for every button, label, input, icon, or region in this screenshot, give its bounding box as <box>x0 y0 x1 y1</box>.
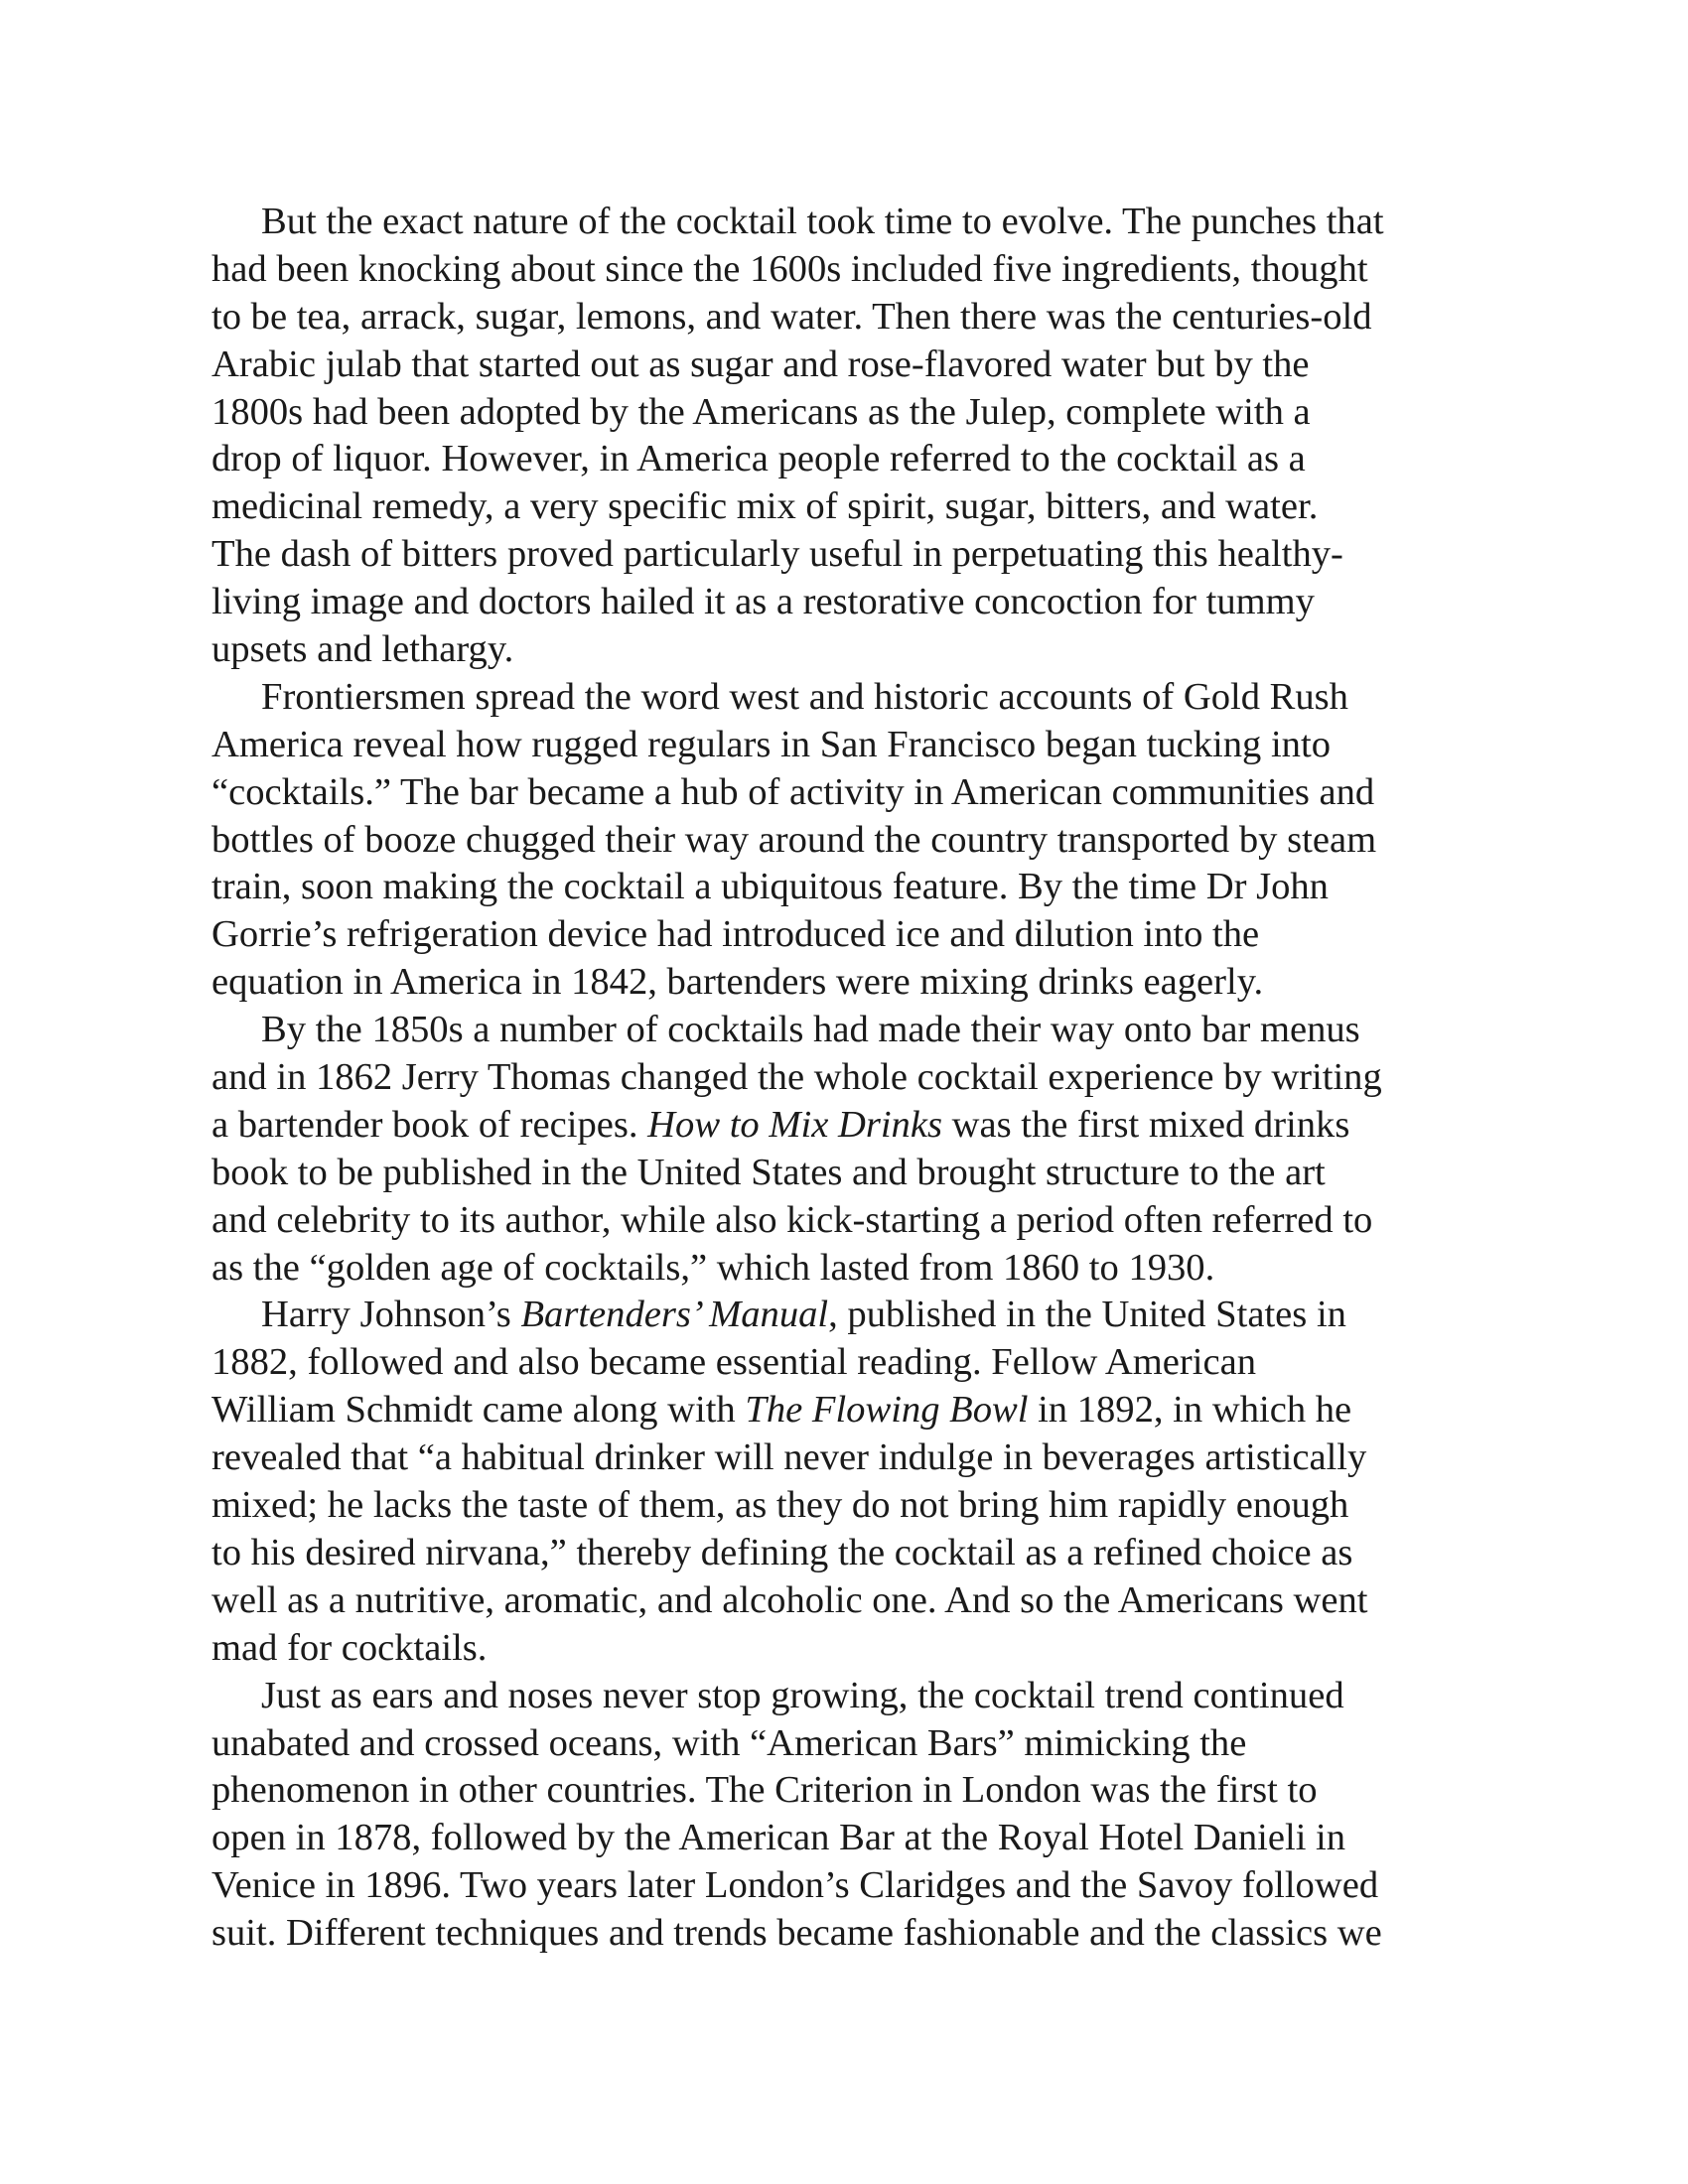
text-segment: medicinal remedy, a very specific mix of spirit, sugar, bitters, and water. <box>211 485 1319 528</box>
text-segment: William Schmidt came along with <box>211 1389 746 1432</box>
text-segment: equation in America in 1842, bartenders were mixing drinks eagerly. <box>211 961 1264 1004</box>
text-segment: unabated and crossed oceans, with “American Bars” mimicking the <box>211 1721 1247 1764</box>
text-line <box>211 1197 1480 1245</box>
paragraph <box>211 1673 1480 1958</box>
text-line <box>211 1102 1480 1150</box>
text-line <box>211 199 1480 246</box>
text-line <box>211 1815 1480 1862</box>
text-segment: open in 1878, followed by the American Bar at the Royal Hotel Danieli in <box>211 1817 1346 1859</box>
text-segment: mixed; he lacks the taste of them, as they do not bring him rapidly enough <box>211 1484 1349 1527</box>
text-segment: drop of liquor. However, in America people referred to the cocktail as a <box>211 438 1306 480</box>
text-line <box>211 911 1480 959</box>
text-line <box>211 722 1480 769</box>
text-line <box>211 579 1480 626</box>
text-line <box>211 1434 1480 1482</box>
text-line <box>211 1054 1480 1102</box>
body-text <box>211 199 1480 1958</box>
text-line <box>211 1767 1480 1815</box>
text-line <box>211 1720 1480 1768</box>
text-segment: The dash of bitters proved particularly useful in perpetuating this healthy- <box>211 533 1343 576</box>
text-segment: Frontiersmen spread the word west and historic accounts of Gold Rush <box>261 675 1348 718</box>
text-line <box>211 1245 1480 1293</box>
text-segment: to be tea, arrack, sugar, lemons, and water. Then there was the centuries-old <box>211 295 1372 338</box>
text-line <box>211 769 1480 817</box>
text-segment: and celebrity to its author, while also kick-starting a period often referred to <box>211 1198 1373 1241</box>
text-segment: phenomenon in other countries. The Criterion in London was the first to <box>211 1769 1318 1812</box>
text-segment: a bartender book of recipes. <box>211 1103 648 1146</box>
text-segment: in 1892, in which he <box>1028 1389 1352 1432</box>
text-segment: train, soon making the cocktail a ubiquitous feature. By the time Dr John <box>211 866 1329 908</box>
text-line <box>211 1530 1480 1577</box>
text-segment: book to be published in the United States and brought structure to the art <box>211 1151 1326 1193</box>
text-line <box>211 1910 1480 1958</box>
text-segment: living image and doctors hailed it as a restorative concoction for tummy <box>211 581 1315 623</box>
text-line <box>211 436 1480 483</box>
text-line <box>211 1387 1480 1434</box>
paragraph <box>211 674 1480 1007</box>
text-segment: America reveal how rugged regulars in San Francisco began tucking into <box>211 723 1331 765</box>
text-segment: Arabic julab that started out as sugar and rose-flavored water but by the <box>211 342 1310 385</box>
text-line <box>211 817 1480 865</box>
text-segment: upsets and lethargy. <box>211 628 514 671</box>
text-segment: revealed that “a habitual drinker will never indulge in beverages artistically <box>211 1436 1367 1479</box>
text-segment: Venice in 1896. Two years later London’s Claridges and the Savoy followed <box>211 1864 1379 1907</box>
text-segment: 1882, followed and also became essential reading. Fellow American <box>211 1341 1257 1384</box>
book-title: How to Mix Drinks <box>647 1103 942 1146</box>
paragraph <box>211 1292 1480 1672</box>
text-line <box>211 246 1480 294</box>
text-segment: had been knocking about since the 1600s included five ingredients, thought <box>211 247 1368 290</box>
text-segment: bottles of booze chugged their way around the country transported by steam <box>211 818 1377 861</box>
text-line <box>211 1577 1480 1625</box>
text-segment: 1800s had been adopted by the Americans as the Julep, complete with a <box>211 390 1311 433</box>
book-title: The Flowing Bowl <box>745 1389 1029 1432</box>
text-line <box>211 1150 1480 1197</box>
paragraph <box>211 1007 1480 1292</box>
text-line <box>211 1339 1480 1387</box>
paragraph <box>211 199 1480 674</box>
text-line <box>211 626 1480 674</box>
text-segment: was the first mixed drinks <box>942 1103 1350 1146</box>
text-segment: to his desired nirvana,” thereby defining the cocktail as a refined choice as <box>211 1531 1353 1573</box>
text-line <box>211 1862 1480 1910</box>
text-line <box>211 531 1480 579</box>
text-segment: Gorrie’s refrigeration device had introduced ice and dilution into the <box>211 913 1260 956</box>
text-segment: suit. Different techniques and trends became fashionable and the classics we <box>211 1912 1382 1955</box>
text-line <box>211 294 1480 341</box>
text-segment: But the exact nature of the cocktail took time to evolve. The punches that <box>261 201 1384 242</box>
text-segment: well as a nutritive, aromatic, and alcoholic one. And so the Americans went <box>211 1578 1368 1621</box>
text-segment: Harry Johnson’s <box>261 1294 521 1336</box>
text-line <box>211 864 1480 911</box>
text-line <box>211 1625 1480 1673</box>
text-line <box>211 1007 1480 1054</box>
book-title: Bartenders’ Manual <box>520 1294 829 1336</box>
text-segment: as the “golden age of cocktails,” which lasted from 1860 to 1930. <box>211 1246 1215 1289</box>
text-line <box>211 389 1480 437</box>
text-line <box>211 959 1480 1007</box>
text-line <box>211 1482 1480 1530</box>
text-line <box>211 483 1480 531</box>
text-segment: By the 1850s a number of cocktails had made their way onto bar menus <box>261 1009 1360 1051</box>
text-line <box>211 1292 1480 1339</box>
text-line <box>211 674 1480 722</box>
text-segment: mad for cocktails. <box>211 1626 488 1669</box>
text-segment: and in 1862 Jerry Thomas changed the whole cocktail experience by writing <box>211 1056 1382 1099</box>
text-line <box>211 1673 1480 1720</box>
text-line <box>211 341 1480 389</box>
text-segment: “cocktails.” The bar became a hub of activity in American communities and <box>211 770 1375 813</box>
text-segment: Just as ears and noses never stop growing, the cocktail trend continued <box>261 1674 1344 1716</box>
text-segment: , published in the United States in <box>828 1294 1346 1336</box>
